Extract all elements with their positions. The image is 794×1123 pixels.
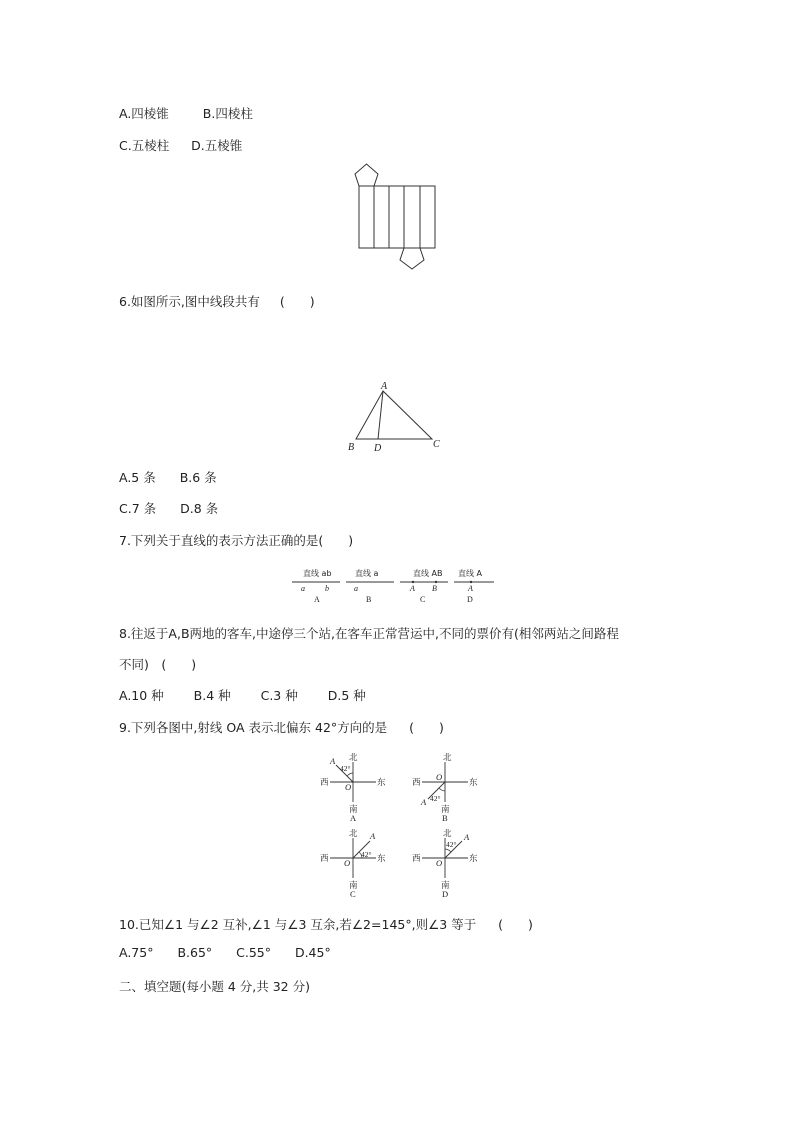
east-label: 东 bbox=[469, 778, 478, 788]
line-notation-figures bbox=[290, 566, 500, 606]
q10-stem-text: 10.已知∠1 与∠2 互补,∠1 与∠3 互余,若∠2=145°,则∠3 等于 bbox=[119, 917, 477, 932]
q8-options bbox=[119, 686, 366, 704]
q8-stem-line2: 不同) ( ) bbox=[119, 657, 197, 672]
vertex-c-label: C bbox=[433, 439, 440, 450]
fig-d-letter: D bbox=[467, 595, 473, 604]
diagram-letter: B bbox=[442, 813, 448, 823]
west-label: 西 bbox=[412, 854, 421, 864]
west-label: 西 bbox=[412, 778, 421, 788]
q10-option-c: C.55° bbox=[236, 945, 271, 960]
q8-option-b: B.4 种 bbox=[193, 688, 231, 703]
q5-option-a: A.四棱锥 bbox=[119, 106, 169, 121]
q10-option-d: D.45° bbox=[294, 945, 331, 960]
q8-option-d: D.5 种 bbox=[327, 688, 366, 703]
q10-options bbox=[119, 945, 331, 960]
east-label: 东 bbox=[377, 854, 386, 864]
east-label: 东 bbox=[377, 778, 386, 788]
q5-option-d: D.五棱锥 bbox=[191, 138, 243, 153]
q6-stem-text: 6.如图所示,图中线段共有 bbox=[119, 294, 260, 309]
fig-a-letter: A bbox=[314, 595, 320, 604]
q6-option-a: A.5 条 bbox=[119, 470, 156, 485]
q10-stem bbox=[119, 915, 533, 933]
q6-options-row1 bbox=[119, 468, 217, 486]
origin-label: O bbox=[436, 772, 443, 782]
q8-option-a: A.10 种 bbox=[119, 688, 164, 703]
west-label: 西 bbox=[320, 778, 329, 788]
fig-b-letter: B bbox=[366, 595, 372, 604]
angle-label: 42° bbox=[446, 840, 457, 849]
section-heading: 二、填空题(每小题 4 分,共 32 分) bbox=[119, 979, 310, 994]
south-label: 南 bbox=[349, 881, 358, 891]
north-label: 北 bbox=[349, 753, 358, 763]
north-label: 北 bbox=[443, 753, 452, 763]
north-label: 北 bbox=[349, 829, 358, 839]
compass-diagram-d bbox=[410, 826, 480, 898]
diagram-letter: C bbox=[350, 889, 356, 899]
fig-d-caption: 直线 A bbox=[458, 569, 483, 578]
q10-option-a: A.75° bbox=[119, 945, 154, 960]
q10-paren: ( ) bbox=[498, 917, 533, 932]
q5-option-c: C.五棱柱 bbox=[119, 138, 170, 153]
fig-b-caption: 直线 a bbox=[355, 569, 379, 578]
origin-label: O bbox=[344, 858, 351, 868]
fig-c-caption: 直线 AB bbox=[413, 569, 443, 578]
fig-c-letter: C bbox=[420, 595, 426, 604]
north-label: 北 bbox=[443, 829, 452, 839]
q7-stem: 7.下列关于直线的表示方法正确的是( ) bbox=[119, 533, 354, 548]
east-label: 东 bbox=[469, 854, 478, 864]
q10-option-b: B.65° bbox=[177, 945, 213, 960]
q6-option-b: B.6 条 bbox=[179, 470, 217, 485]
south-label: 南 bbox=[441, 881, 450, 891]
fig-d-point: A bbox=[468, 584, 473, 593]
angle-label: 42° bbox=[340, 764, 351, 773]
prism-net-figure bbox=[350, 160, 450, 272]
q6-paren: ( ) bbox=[279, 294, 315, 309]
diagram-letter: D bbox=[442, 889, 449, 899]
west-label: 西 bbox=[320, 854, 329, 864]
q6-options-row2 bbox=[119, 499, 218, 517]
q6-option-d: D.8 条 bbox=[180, 501, 219, 516]
q8-option-c: C.3 种 bbox=[260, 688, 298, 703]
q9-paren: ( ) bbox=[409, 720, 444, 735]
ray-end-label: A bbox=[464, 832, 470, 842]
q5-options-row1 bbox=[119, 104, 253, 122]
q5-options-row2 bbox=[119, 136, 242, 154]
ray-end-label: A bbox=[370, 831, 376, 841]
point-d-label: D bbox=[374, 443, 382, 454]
fig-a-caption: 直线 ab bbox=[303, 569, 332, 578]
vertex-a-label: A bbox=[381, 381, 388, 392]
q8-stem-line1: 8.往返于A,B两地的客车,中途停三个站,在客车正常营运中,不同的票价有(相邻两站之间路程 bbox=[119, 626, 619, 641]
origin-label: O bbox=[436, 858, 443, 868]
origin-label: O bbox=[345, 782, 352, 792]
fig-a-point-2: b bbox=[325, 584, 329, 593]
ray-end-label: A bbox=[330, 756, 336, 766]
south-label: 南 bbox=[349, 805, 358, 815]
south-label: 南 bbox=[441, 805, 450, 815]
vertex-b-label: B bbox=[348, 442, 355, 453]
fig-c-point-2: B bbox=[432, 584, 437, 593]
q9-stem-text: 9.下列各图中,射线 OA 表示北偏东 42°方向的是 bbox=[119, 720, 388, 735]
compass-diagram-b bbox=[410, 750, 480, 822]
angle-label: 42° bbox=[430, 794, 441, 803]
fig-c-point-1: A bbox=[410, 584, 415, 593]
q6-option-c: C.7 条 bbox=[119, 501, 157, 516]
q5-option-b: B.四棱柱 bbox=[202, 106, 253, 121]
fig-b-point: a bbox=[354, 584, 358, 593]
compass-diagram-a bbox=[318, 750, 388, 822]
angle-label: 42° bbox=[361, 850, 372, 859]
q6-stem bbox=[119, 292, 315, 310]
fig-a-point-1: a bbox=[301, 584, 305, 593]
ray-end-label: A bbox=[421, 797, 427, 807]
q9-stem bbox=[119, 718, 444, 736]
triangle-figure bbox=[340, 380, 450, 455]
diagram-letter: A bbox=[350, 813, 357, 823]
compass-diagram-c bbox=[318, 826, 388, 898]
